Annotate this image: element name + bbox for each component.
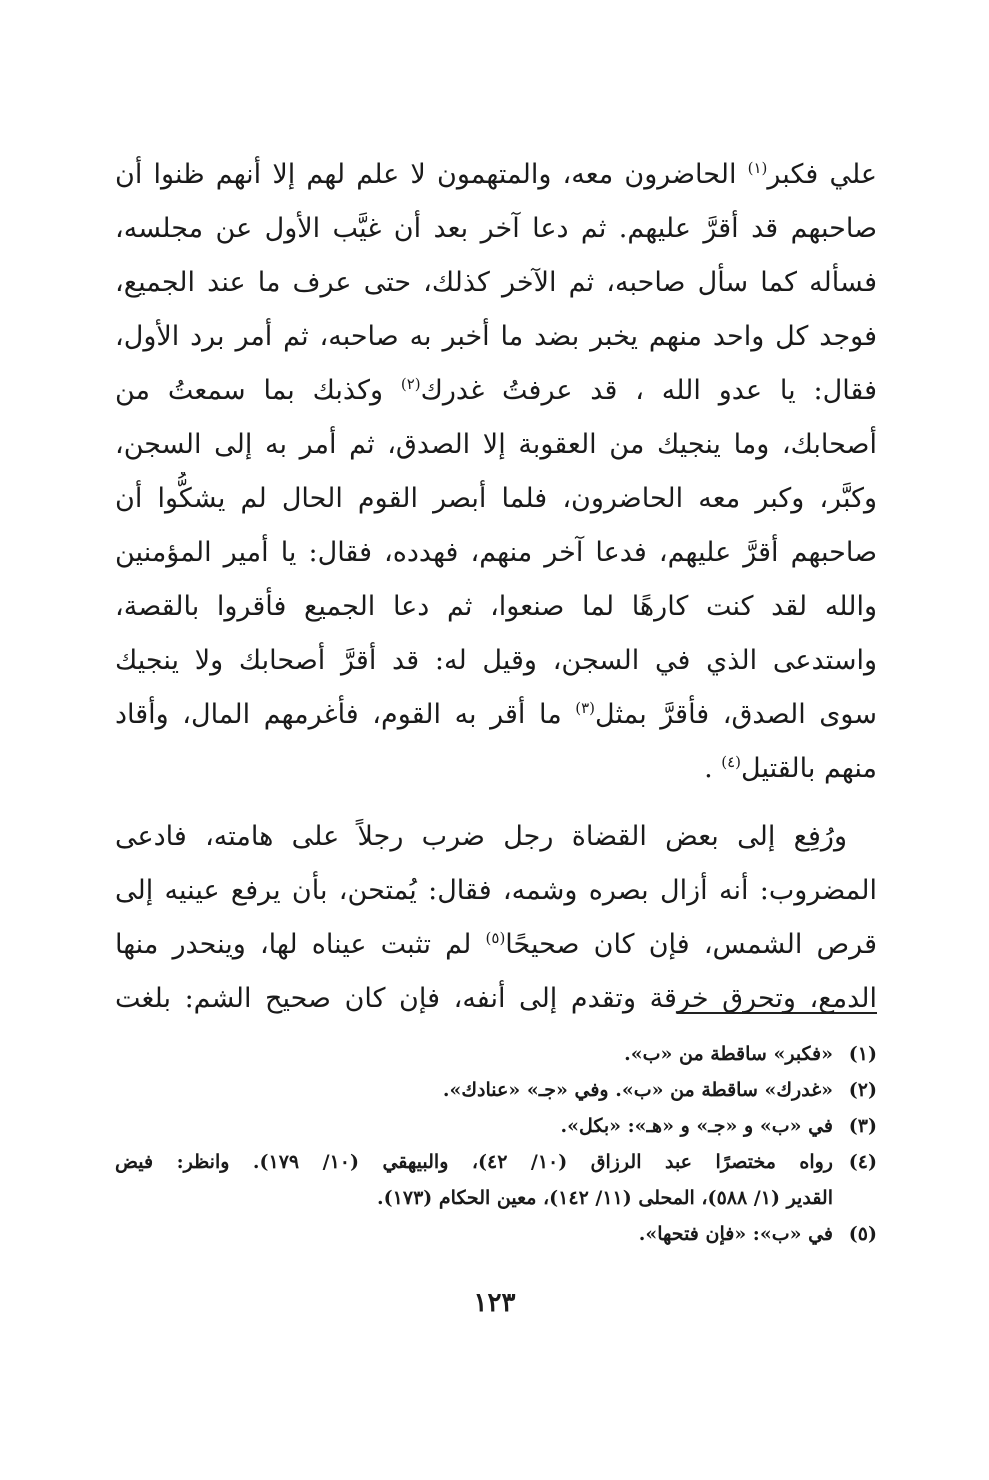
- footnote-text: القدير (١/ ٥٨٨)، المحلى (١١/ ١٤٢)، معين الحكام (١٧٣).: [377, 1187, 833, 1209]
- text-line: أصحابك، وما ينجيك من العقوبة إلا الصدق، ثم أمر به إلى السجن،: [115, 429, 877, 460]
- footnotes: [115, 1036, 877, 1252]
- text-line: فسأله كما سأل صاحبه، ثم الآخر كذلك، حتى عرف ما عند الجميع،: [115, 267, 877, 298]
- footnote-separator: [677, 1012, 877, 1014]
- footnote-number: (٢): [848, 1079, 877, 1101]
- footnote-ref: (٢): [400, 375, 421, 393]
- text-line: علي فكبر$^{(١)}$ الحاضرون معه، والمتهمون لا علم لهم إلا أنهم ظنوا أن: [115, 159, 877, 190]
- footnote-number: (٥): [848, 1223, 877, 1245]
- footnote-text: في «ب» و «جـ» و «هـ»: «بكل».: [560, 1115, 833, 1137]
- footnote-ref: (٥): [485, 929, 506, 947]
- text-line: صاحبهم قد أقرَّ عليهم. ثم دعا آخر بعد أن غيَّب الأول عن مجلسه،: [115, 213, 877, 244]
- footnote: [115, 1144, 877, 1216]
- footnote-text: «فكبر» ساقطة من «ب».: [624, 1043, 833, 1065]
- text-line: المضروب: أنه أزال بصره وشمه، فقال: يُمتحن، بأن يرفع عينيه إلى: [115, 875, 877, 906]
- text-line: الدمع، وتحرق خرقة وتقدم إلى أنفه، فإن كان صحيح الشم: بلغت: [115, 983, 877, 1014]
- text-line: منهم بالقتيل$^{(٤)}$ .: [704, 753, 877, 784]
- text-line: قرص الشمس، فإن كان صحيحًا$^{(٥)}$ لم تثبت عيناه لها، وينحدر منها: [115, 929, 877, 960]
- text-line: وكبَّر، وكبر معه الحاضرون، فلما أبصر القوم الحال لم يشكُّوا أن: [115, 483, 877, 514]
- footnote-text: «غدرك» ساقطة من «ب». وفي «جـ» «عنادك».: [442, 1079, 833, 1101]
- footnote-number: (٤): [848, 1151, 877, 1173]
- footnote-number: (١): [848, 1043, 877, 1065]
- page-number: ١٢٣: [473, 1288, 516, 1318]
- footnote: [115, 1108, 877, 1144]
- paragraph-2: [115, 810, 877, 1026]
- footnote: [115, 1036, 877, 1072]
- text-line: والله لقد كنت كارهًا لما صنعوا، ثم دعا الجميع فأقروا بالقصة،: [115, 591, 877, 622]
- footnote: [115, 1216, 877, 1252]
- text-line: سوى الصدق، فأقرَّ بمثل$^{(٣)}$ ما أقر به القوم، فأغرمهم المال، وأقاد: [115, 699, 877, 730]
- footnote: [115, 1072, 877, 1108]
- text-line: فقال: يا عدو الله ، قد عرفتُ غدرك$^{(٢)}$ وكذبك بما سمعتُ من: [115, 375, 877, 406]
- footnote-text: رواه مختصرًا عبد الرزاق (١٠/ ٤٢)، والبيهقي (١٠/ ١٧٩). وانظر: فيض: [115, 1151, 833, 1173]
- main-text: [115, 148, 877, 1026]
- paragraph-1: [115, 148, 877, 796]
- text-line: فوجد كل واحد منهم يخبر بضد ما أخبر به صاحبه، ثم أمر برد الأول،: [115, 321, 877, 352]
- footnote-ref: (٤): [721, 753, 742, 771]
- footnote-text: في «ب»: «فإن فتحها».: [638, 1223, 833, 1245]
- text-line: واستدعى الذي في السجن، وقيل له: قد أقرَّ أصحابك ولا ينجيك: [115, 645, 877, 676]
- footnote-ref: (٣): [575, 699, 595, 717]
- text-line: صاحبهم أقرَّ عليهم، فدعا آخر منهم، فهدده، فقال: يا أمير المؤمنين: [115, 537, 877, 568]
- footnote-ref: (١): [747, 159, 768, 177]
- text-line: ورُفِع إلى بعض القضاة رجل ضرب رجلاً على هامته، فادعى: [115, 821, 847, 852]
- footnote-number: (٣): [848, 1115, 877, 1137]
